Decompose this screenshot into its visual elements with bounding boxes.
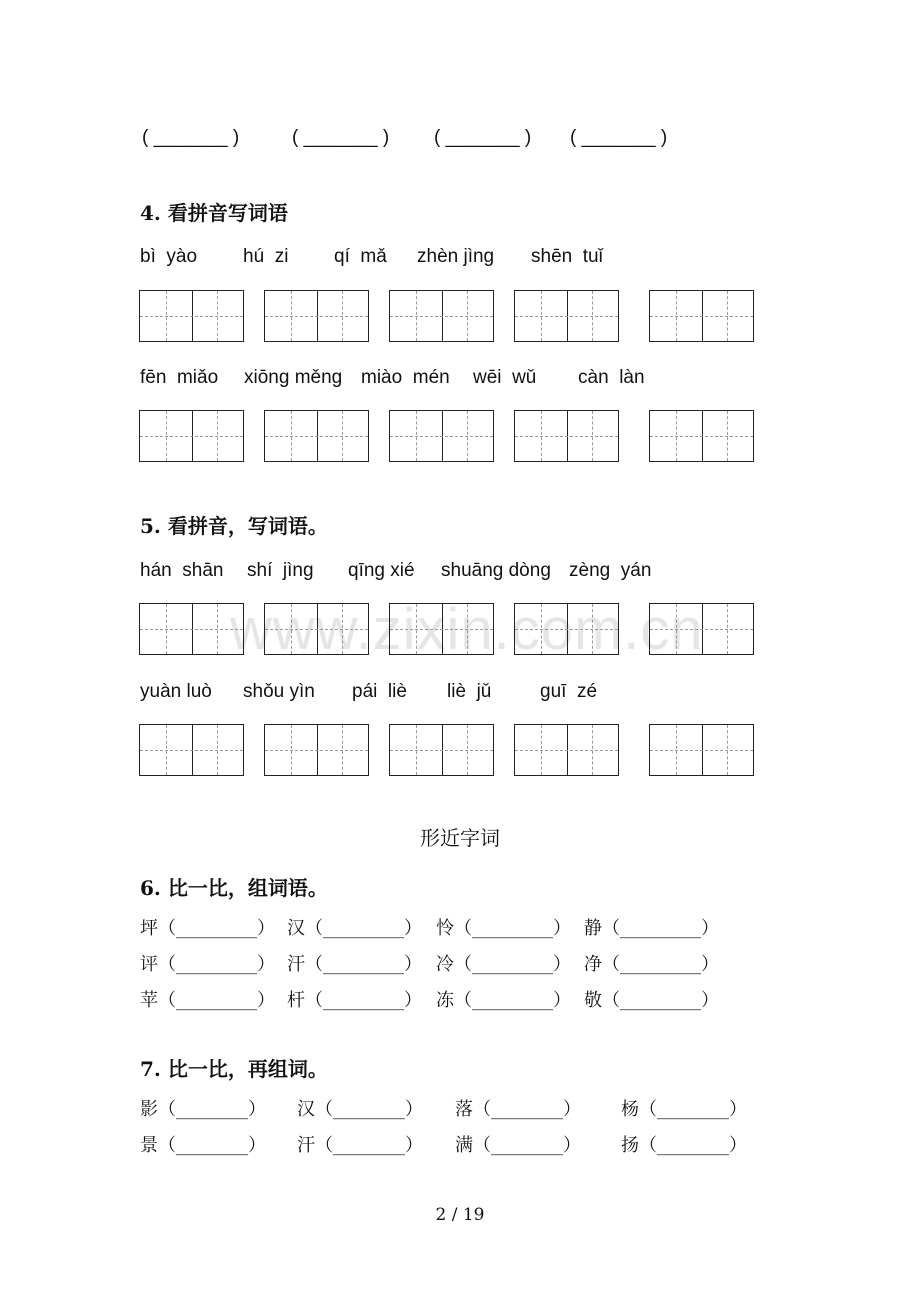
pinyin-label: fēn miǎo bbox=[140, 367, 219, 388]
writing-grid[interactable] bbox=[139, 724, 244, 776]
word-blank[interactable]: 静（_________） bbox=[584, 918, 719, 939]
writing-grid[interactable] bbox=[264, 290, 369, 342]
pinyin-label: qí mǎ bbox=[334, 246, 387, 267]
question-4-title: 4. 看拼音写词语 bbox=[140, 201, 288, 225]
word-blank[interactable]: 净（_________） bbox=[584, 954, 719, 975]
word-blank[interactable]: 汗（________） bbox=[297, 1135, 423, 1156]
writing-grid[interactable] bbox=[389, 724, 494, 776]
pinyin-label: zèng yán bbox=[569, 560, 652, 581]
writing-grid[interactable] bbox=[139, 290, 244, 342]
word-blank[interactable]: 满（________） bbox=[455, 1135, 581, 1156]
answer-blank[interactable]: ( _______ ) bbox=[292, 127, 390, 148]
pinyin-label: bì yào bbox=[140, 246, 198, 267]
pinyin-label: liè jǔ bbox=[447, 681, 492, 702]
answer-blank[interactable]: ( _______ ) bbox=[142, 127, 240, 148]
answer-blank[interactable]: ( _______ ) bbox=[434, 127, 532, 148]
word-blank[interactable]: 怜（_________） bbox=[436, 918, 571, 939]
pinyin-label: miào mén bbox=[361, 367, 450, 388]
pinyin-label: xiōng měng bbox=[244, 367, 343, 388]
writing-grid[interactable] bbox=[389, 290, 494, 342]
word-blank[interactable]: 扬（________） bbox=[621, 1135, 747, 1156]
question-7-title: 7. 比一比，再组词。 bbox=[140, 1057, 328, 1081]
word-blank[interactable]: 苹（_________） bbox=[140, 990, 275, 1011]
writing-grid[interactable] bbox=[139, 603, 244, 655]
pinyin-label: qīng xié bbox=[348, 560, 415, 581]
writing-grid[interactable] bbox=[389, 410, 494, 462]
word-blank[interactable]: 景（________） bbox=[140, 1135, 266, 1156]
pinyin-label: shí jìng bbox=[247, 560, 314, 581]
word-blank[interactable]: 冻（_________） bbox=[436, 990, 571, 1011]
word-blank[interactable]: 汉（________） bbox=[297, 1099, 423, 1120]
pinyin-label: hú zi bbox=[243, 246, 289, 267]
page-number: 2 / 19 bbox=[435, 1205, 485, 1225]
writing-grid[interactable] bbox=[649, 290, 754, 342]
writing-grid[interactable] bbox=[514, 410, 619, 462]
watermark: www.zixin.com.cn bbox=[230, 597, 704, 662]
word-blank[interactable]: 汗（_________） bbox=[287, 954, 422, 975]
writing-grid[interactable] bbox=[649, 724, 754, 776]
writing-grid[interactable] bbox=[264, 410, 369, 462]
writing-grid[interactable] bbox=[514, 603, 619, 655]
word-blank[interactable]: 杆（_________） bbox=[287, 990, 422, 1011]
pinyin-label: wēi wǔ bbox=[473, 367, 537, 388]
pinyin-label: shǒu yìn bbox=[243, 681, 315, 702]
writing-grid[interactable] bbox=[649, 410, 754, 462]
writing-grid[interactable] bbox=[264, 724, 369, 776]
writing-grid[interactable] bbox=[139, 410, 244, 462]
writing-grid[interactable] bbox=[389, 603, 494, 655]
word-blank[interactable]: 影（________） bbox=[140, 1099, 266, 1120]
word-blank[interactable]: 杨（________） bbox=[621, 1099, 747, 1120]
question-6-title: 6. 比一比，组词语。 bbox=[140, 876, 328, 900]
pinyin-label: càn làn bbox=[578, 367, 645, 388]
pinyin-label: zhèn jìng bbox=[417, 246, 495, 267]
word-blank[interactable]: 汉（_________） bbox=[287, 918, 422, 939]
writing-grid[interactable] bbox=[264, 603, 369, 655]
pinyin-label: shuāng dòng bbox=[441, 560, 551, 581]
word-blank[interactable]: 落（________） bbox=[455, 1099, 581, 1120]
pinyin-label: yuàn luò bbox=[140, 681, 212, 702]
word-blank[interactable]: 敬（_________） bbox=[584, 990, 719, 1011]
writing-grid[interactable] bbox=[514, 724, 619, 776]
writing-grid[interactable] bbox=[649, 603, 754, 655]
question-5-title: 5. 看拼音，写词语。 bbox=[140, 514, 328, 538]
writing-grid[interactable] bbox=[514, 290, 619, 342]
pinyin-label: pái liè bbox=[352, 681, 407, 702]
word-blank[interactable]: 评（_________） bbox=[140, 954, 275, 975]
pinyin-label: guī zé bbox=[540, 681, 598, 702]
section-title: 形近字词 bbox=[420, 826, 500, 850]
word-blank[interactable]: 坪（_________） bbox=[140, 918, 275, 939]
pinyin-label: hán shān bbox=[140, 560, 224, 581]
answer-blank[interactable]: ( _______ ) bbox=[570, 127, 668, 148]
pinyin-label: shēn tuǐ bbox=[531, 246, 603, 267]
word-blank[interactable]: 冷（_________） bbox=[436, 954, 571, 975]
